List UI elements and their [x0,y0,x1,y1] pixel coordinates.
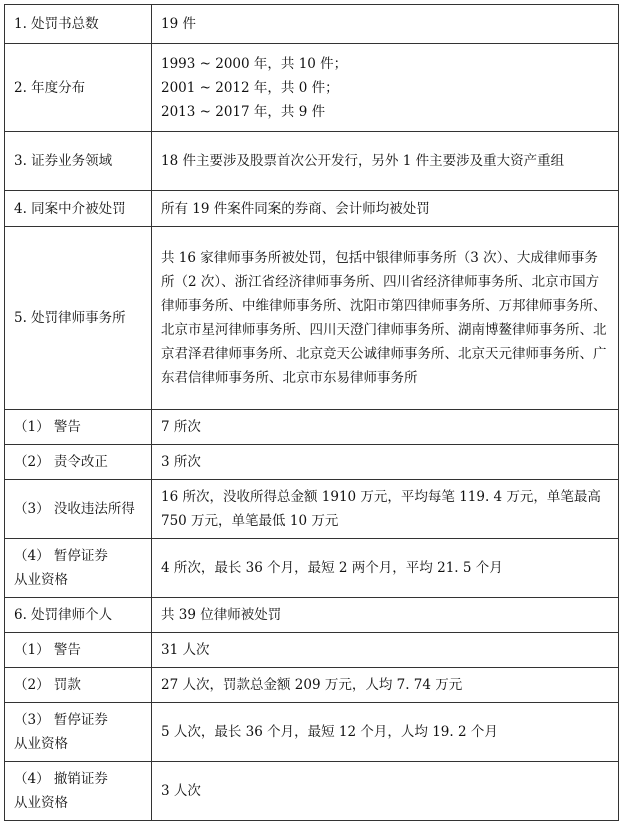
table-body [5,5,619,821]
row-label: （3） 暂停证券 从业资格 [5,703,152,762]
row-label: 5. 处罚律师事务所 [5,227,152,410]
table-row [5,44,619,132]
row-label: （2） 罚款 [5,668,152,703]
row-value: 27 人次，罚款总金额 209 万元，人均 7. 74 万元 [152,668,619,703]
row-value: 5 人次，最长 36 个月，最短 12 个月，人均 19. 2 个月 [152,703,619,762]
row-value: 7 所次 [152,410,619,445]
row-label: （4） 暂停证券 从业资格 [5,539,152,598]
table-row [5,227,619,410]
table-row [5,598,619,633]
penalty-summary-table [4,4,619,821]
row-label: 1. 处罚书总数 [5,5,152,44]
table-row [5,633,619,668]
row-value: 16 所次，没收所得总金额 1910 万元，平均每笔 119. 4 万元，单笔最高 750 万元，单笔最低 10 万元 [152,480,619,539]
row-value: 3 所次 [152,445,619,480]
row-label: （3） 没收违法所得 [5,480,152,539]
table-row [5,762,619,821]
row-value: 所有 19 件案件同案的券商、会计师均被处罚 [152,191,619,227]
table-row [5,410,619,445]
row-label: 2. 年度分布 [5,44,152,132]
table-row [5,480,619,539]
table-row [5,668,619,703]
table-row [5,191,619,227]
row-value: 共 39 位律师被处罚 [152,598,619,633]
table-row [5,5,619,44]
row-value: 3 人次 [152,762,619,821]
row-label: （1） 警告 [5,633,152,668]
row-value: 共 16 家律师事务所被处罚，包括中银律师事务所（3 次）、大成律师事务所（2 次）、浙江省经济律师事务所、四川省经济律师事务所、北京市国方律师事务所、中维律师事务所、沈阳市第四律师事务所、万邦律师事务所、北京市星河律师事务所、四川天澄门律师事务所、湖南博鳌律师事务所、北京君泽君律师事务所、北京竞天公诚律师事务所、北京天元律师事务所、广东君信律师事务所、北京市东易律师事务所 [152,227,619,410]
row-label: 6. 处罚律师个人 [5,598,152,633]
row-value: 31 人次 [152,633,619,668]
table-row [5,539,619,598]
row-label: （1） 警告 [5,410,152,445]
table-row [5,445,619,480]
row-value: 18 件主要涉及股票首次公开发行，另外 1 件主要涉及重大资产重组 [152,132,619,191]
row-value: 4 所次，最长 36 个月，最短 2 两个月，平均 21. 5 个月 [152,539,619,598]
row-label: （4） 撤销证券 从业资格 [5,762,152,821]
table-row [5,703,619,762]
row-value: 1993 ~ 2000 年，共 10 件； 2001 ~ 2012 年，共 0 件； 2013 ~ 2017 年，共 9 件 [152,44,619,132]
table-row [5,132,619,191]
row-value: 19 件 [152,5,619,44]
row-label: （2） 责令改正 [5,445,152,480]
row-label: 3. 证券业务领域 [5,132,152,191]
row-label: 4. 同案中介被处罚 [5,191,152,227]
